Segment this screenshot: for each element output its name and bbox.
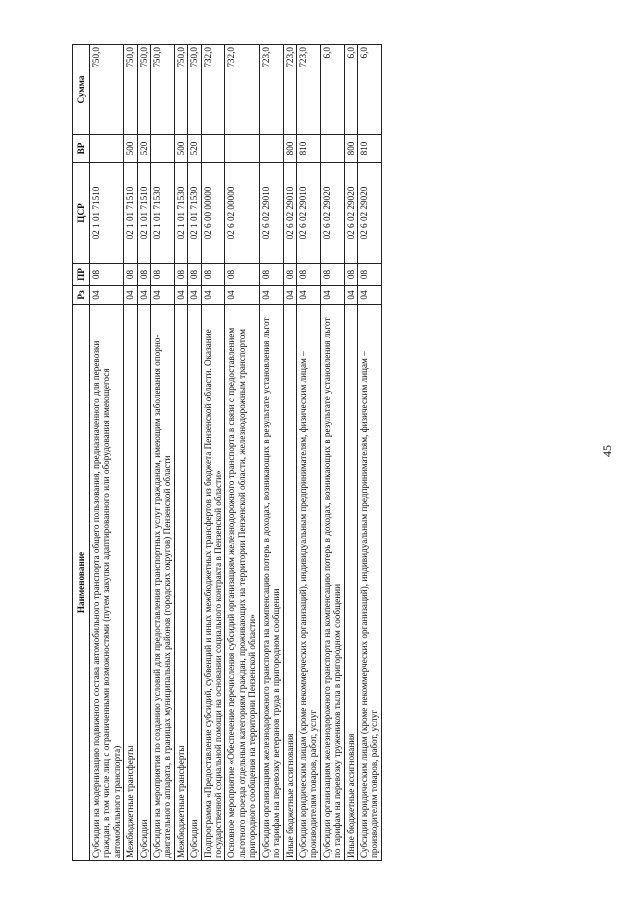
table-row	[137, 45, 150, 861]
table-row	[151, 45, 175, 861]
row-vr: 520	[137, 135, 150, 163]
row-rz: 04	[174, 286, 187, 305]
header-name: Наименование	[73, 305, 90, 861]
row-name: Субсидии юридическим лицам (кроме некоммерческих организаций), индивидуальным предпринимателям, физическим лицам – производителям товаров, работ, услуг	[357, 305, 381, 861]
row-csr: 02 1 01 71510	[137, 163, 150, 264]
row-name: Подпрограмма «Предоставление субсидий, субвенций и иных межбюджетных трансфертов из бюджета Пензенской области. Оказание государственной социальной помощи на основании социального контракта в Пензенской области»	[201, 305, 225, 861]
header-pr: ПР	[73, 264, 90, 286]
row-sum: 750,0	[137, 45, 150, 135]
row-pr: 08	[344, 264, 357, 286]
table-row	[320, 45, 344, 861]
row-pr: 08	[259, 264, 283, 286]
row-vr: 810	[296, 135, 320, 163]
row-pr: 08	[320, 264, 344, 286]
row-name: Иные бюджетные ассигнования	[344, 305, 357, 861]
row-sum: 750,0	[174, 45, 187, 135]
row-sum: 723,0	[296, 45, 320, 135]
row-vr: 810	[357, 135, 381, 163]
row-csr: 02 6 02 29010	[296, 163, 320, 264]
row-rz: 04	[188, 286, 201, 305]
row-vr	[90, 135, 124, 163]
row-csr: 02 6 02 29010	[283, 163, 296, 264]
row-name: Субсидии	[137, 305, 150, 861]
row-vr: 520	[188, 135, 201, 163]
table-row	[124, 45, 137, 861]
row-csr: 02 1 01 71530	[174, 163, 187, 264]
table-row	[174, 45, 187, 861]
row-pr: 08	[90, 264, 124, 286]
header-rz: Рз	[73, 286, 90, 305]
row-name: Субсидии организациям железнодорожного транспорта на компенсацию потерь в доходах, возникающих в результате установления льгот по тарифам на перевозку тружеников тыла в пригородном сообщении	[320, 305, 344, 861]
row-rz: 04	[296, 286, 320, 305]
row-sum: 750,0	[188, 45, 201, 135]
row-name: Субсидии организациям железнодорожного транспорта на компенсацию потерь в доходах, возникающих в результате установления льгот по тарифам на перевозку ветеранов труда в пригородном сообщении	[259, 305, 283, 861]
row-name: Иные бюджетные ассигнования	[283, 305, 296, 861]
row-csr: 02 6 02 29020	[320, 163, 344, 264]
row-rz: 04	[137, 286, 150, 305]
row-vr: 800	[283, 135, 296, 163]
row-csr: 02 1 01 71530	[151, 163, 175, 264]
table-row	[188, 45, 201, 861]
row-name: Межбюджетные трансферты	[174, 305, 187, 861]
row-rz: 04	[225, 286, 259, 305]
row-sum: 732,0	[201, 45, 225, 135]
table-row	[344, 45, 357, 861]
row-pr: 08	[283, 264, 296, 286]
row-csr: 02 6 02 29020	[344, 163, 357, 264]
row-sum: 6,0	[344, 45, 357, 135]
row-vr	[201, 135, 225, 163]
row-pr: 08	[174, 264, 187, 286]
row-sum: 750,0	[90, 45, 124, 135]
row-rz: 04	[320, 286, 344, 305]
table-row	[357, 45, 381, 861]
row-pr: 08	[124, 264, 137, 286]
row-csr: 02 1 01 71510	[124, 163, 137, 264]
row-name: Субсидии на модернизацию подвижного состава автомобильного транспорта общего пользования, предназначенного для перевозки граждан, в том числе лиц с ограниченными возможностями (путем закупки адаптированного или оборудования имеющегося автомобильного транспорта)	[90, 305, 124, 861]
row-rz: 04	[201, 286, 225, 305]
row-pr: 08	[137, 264, 150, 286]
row-name: Субсидии на мероприятия по созданию условий для предоставления транспортных услуг гражданам, имеющим заболевания опорно-двигательного аппарата, в границах муниципальных районов (городских округов) Пензенской области	[151, 305, 175, 861]
row-rz: 04	[259, 286, 283, 305]
budget-table	[72, 44, 382, 861]
page-number: 45	[600, 445, 614, 457]
row-csr: 02 6 02 00000	[225, 163, 259, 264]
row-rz: 04	[283, 286, 296, 305]
row-pr: 08	[151, 264, 175, 286]
row-sum: 6,0	[357, 45, 381, 135]
row-vr	[320, 135, 344, 163]
header-sum: Сумма	[73, 45, 90, 135]
row-rz: 04	[124, 286, 137, 305]
row-rz: 04	[151, 286, 175, 305]
row-csr: 02 1 01 71510	[90, 163, 124, 264]
row-vr: 800	[344, 135, 357, 163]
row-pr: 08	[225, 264, 259, 286]
row-pr: 08	[201, 264, 225, 286]
row-vr: 500	[124, 135, 137, 163]
row-vr	[259, 135, 283, 163]
table-row	[259, 45, 283, 861]
row-sum: 750,0	[124, 45, 137, 135]
row-name: Субсидии юридическим лицам (кроме некоммерческих организаций), индивидуальным предпринимателям, физическим лицам – производителям товаров, работ, услуг	[296, 305, 320, 861]
table-row	[283, 45, 296, 861]
row-csr: 02 6 00 00000	[201, 163, 225, 264]
row-vr: 500	[174, 135, 187, 163]
table-row	[201, 45, 225, 861]
row-pr: 08	[296, 264, 320, 286]
table-row	[90, 45, 124, 861]
row-pr: 08	[357, 264, 381, 286]
row-rz: 04	[357, 286, 381, 305]
row-sum: 723,0	[283, 45, 296, 135]
table-row	[225, 45, 259, 861]
row-rz: 04	[90, 286, 124, 305]
header-vr: ВР	[73, 135, 90, 163]
row-pr: 08	[188, 264, 201, 286]
table-row	[296, 45, 320, 861]
row-csr: 02 6 02 29010	[259, 163, 283, 264]
row-name: Субсидии	[188, 305, 201, 861]
row-name: Основное мероприятие «Обеспечение перечисления субсидий организациям железнодорожного транспорта в связи с предоставлением льготного проезда отдельным категориям граждан, проживающих на территории Пензенской области, железнодорожным транспортом пригородного сообщения на территории Пензенской области»	[225, 305, 259, 861]
header-row	[73, 45, 90, 861]
row-sum: 732,0	[225, 45, 259, 135]
row-csr: 02 1 01 71530	[188, 163, 201, 264]
row-sum: 723,0	[259, 45, 283, 135]
row-sum: 6,0	[320, 45, 344, 135]
header-csr: ЦСР	[73, 163, 90, 264]
row-csr: 02 6 02 29020	[357, 163, 381, 264]
row-rz: 04	[344, 286, 357, 305]
row-vr	[151, 135, 175, 163]
row-name: Межбюджетные трансферты	[124, 305, 137, 861]
row-sum: 750,0	[151, 45, 175, 135]
row-vr	[225, 135, 259, 163]
